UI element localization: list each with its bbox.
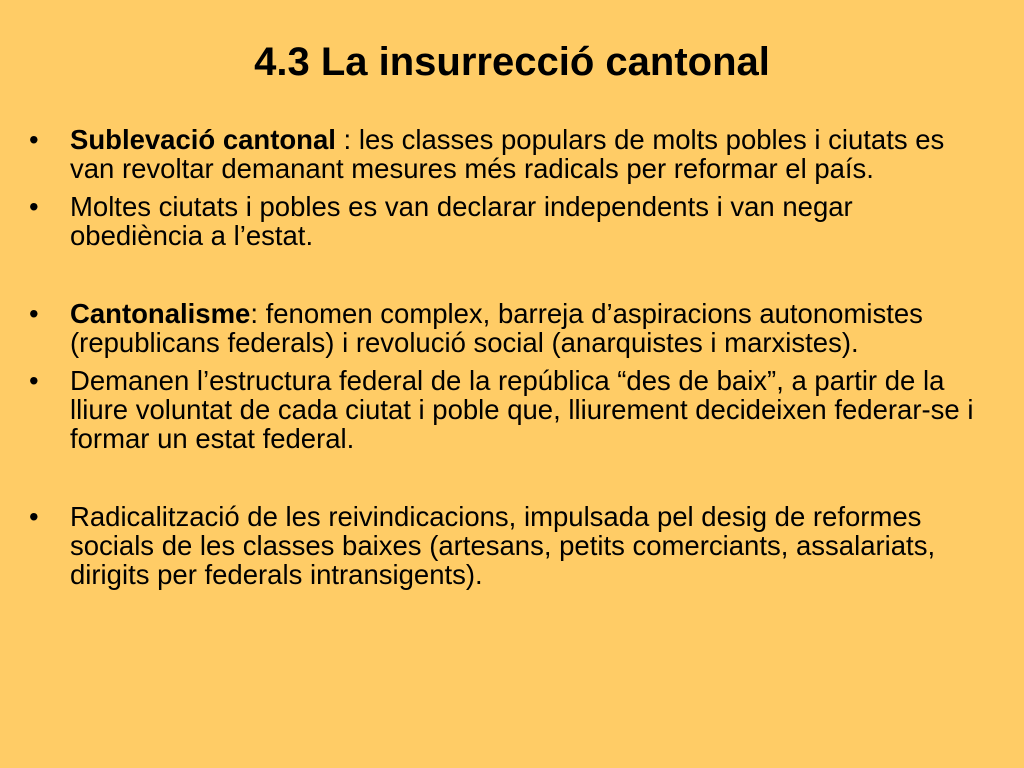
bullet-item-radicalitzacio [0,502,1024,589]
bullet-icon: • [29,501,39,532]
bullet-text: Demanen l’estructura federal de la república “des de baix”, a partir de la lliure voluntat de cada ciutat i poble que, lliurement decideixen federar-se i formar un estat federal. [70,365,974,454]
bullet-text: Radicalització de les reivindicacions, impulsada pel desig de reformes socials de les classes baixes (artesans, petits comerciants, assalariats, dirigits per federals intransigents). [70,501,936,590]
bullet-term: Sublevació cantonal [70,124,336,155]
bullet-icon: • [29,298,39,329]
bullet-icon: • [29,191,39,222]
bullet-icon: • [29,124,39,155]
bullet-icon: • [29,365,39,396]
bullet-item-cantonalisme [0,299,1024,357]
bullet-item-independencia [0,192,1024,250]
bullet-list [0,125,1024,589]
bullet-item-sublevacio [0,125,1024,183]
bullet-term: Cantonalisme [70,298,251,329]
bullet-item-estructura-federal [0,366,1024,453]
bullet-text: : fenomen complex, barreja d’aspiracions autonomistes (republicans federals) i revolució social (anarquistes i marxistes). [70,298,923,358]
bullet-text: : les classes populars de molts pobles i ciutats es van revoltar demanant mesures més radicals per reformar el país. [70,124,945,184]
bullet-text: Moltes ciutats i pobles es van declarar independents i van negar obediència a l’estat. [70,191,853,251]
slide-title: 4.3 La insurrecció cantonal [254,40,770,84]
